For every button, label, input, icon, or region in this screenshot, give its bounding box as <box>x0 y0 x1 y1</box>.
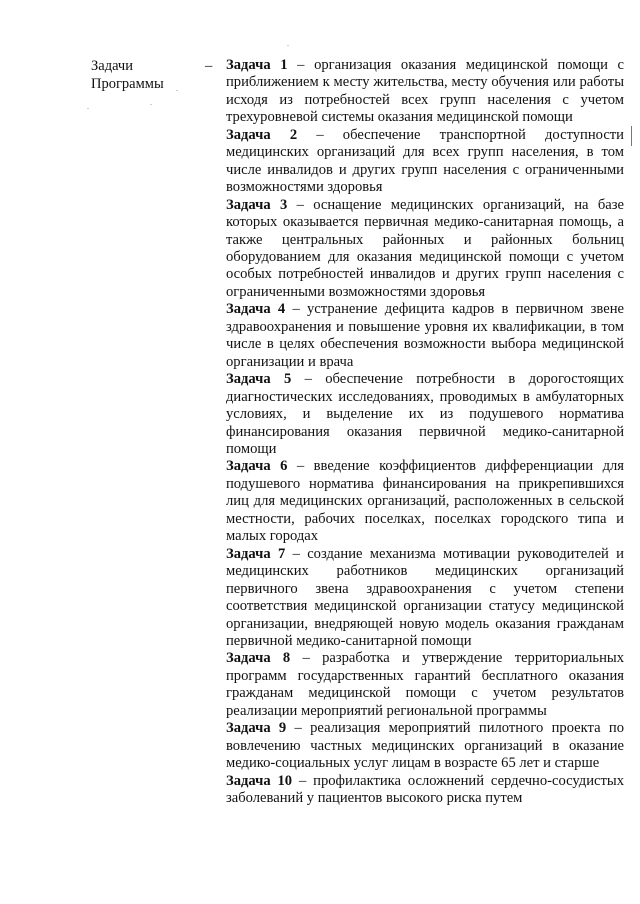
task-item <box>226 127 624 197</box>
task-name: Задача 5 <box>226 371 292 388</box>
task-name: Задача 8 <box>226 650 291 667</box>
task-name: Задача 1 <box>226 57 288 73</box>
scan-speck <box>287 45 289 46</box>
task-item <box>226 301 624 371</box>
task-item <box>226 720 624 772</box>
task-list <box>226 57 624 807</box>
task-text: – реализация мероприятий пилотного проекта по вовлечению частных медицинских организаций в оказание медико-социальных услуг лицам в возрасте 65 лет и старше <box>226 720 624 772</box>
task-item <box>226 57 624 127</box>
task-name: Задача 7 <box>226 545 286 562</box>
task-item <box>226 773 624 808</box>
task-name: Задача 3 <box>226 196 288 213</box>
task-text: – оснащение медицинских организаций, на базе которых оказывается первичная медико-санитарная помощь, а также центральных районных и районных больниц оборудованием для оказания медицинской помощи с учетом особых потребностей инвалидов и других групп населения с ограниченными возможностями здоровья <box>226 196 624 300</box>
task-text: – организация оказания медицинской помощи с приближением к месту жительства, месту обучения или работы исходя из потребностей всех групп населения с учетом трехуровневой системы оказания медицинской помощи <box>226 57 624 126</box>
task-text: – разработка и утверждение территориальных программ государственных гарантий бесплатного оказания гражданам медицинской помощи с учетом результатов реализации мероприятий региональной программы <box>226 650 624 719</box>
task-text: – устранение дефицита кадров в первичном звене здравоохранения и повышение уровня их квалификации, в том числе в целях обеспечения возможности выбора медицинской организации и врача <box>226 301 624 370</box>
scan-speck <box>87 108 89 109</box>
task-name: Задача 9 <box>226 720 287 737</box>
scan-speck <box>150 104 152 105</box>
task-text: – создание механизма мотивации руководителей и медицинских работников медицинских организаций первичного звена здравоохранения с учетом степени соответствия медицинской организации статусу медицинской организации, внедряющей новую модель оказания гражданам первичной медико-санитарной помощи <box>226 545 624 649</box>
task-item <box>226 650 624 720</box>
task-name: Задача 4 <box>226 301 286 318</box>
section-label-text: Задачи Программы <box>91 58 164 92</box>
task-text: – обеспечение транспортной доступности медицинских организаций для всех групп населения, в том числе инвалидов и других групп населения с ограниченными возможностями здоровья <box>226 126 624 196</box>
task-item <box>226 371 624 458</box>
task-name: Задача 6 <box>226 458 288 475</box>
scan-margin-mark <box>631 126 632 146</box>
task-text: – обеспечение потребности в дорогостоящих диагностических исследованиях, проводимых в амбулаторных условиях, и выделение их из подушевого норматива финансирования оказания первичной медико-санитарной помощи <box>226 371 624 457</box>
section-dash: – <box>205 58 213 74</box>
task-item <box>226 546 624 651</box>
task-name: Задача 2 <box>226 126 298 143</box>
task-text: – введение коэффициентов дифференциации для подушевого норматива финансирования на прикрепившихся лиц для медицинских организаций, расположенных в сельской местности, рабочих поселках, поселках городского типа и малых городах <box>226 458 624 545</box>
task-text: – профилактика осложнений сердечно-сосудистых заболеваний у пациентов высокого риска путем <box>226 772 624 807</box>
task-item <box>226 197 624 302</box>
scan-speck <box>176 90 178 91</box>
task-name: Задача 10 <box>226 772 293 789</box>
section-label <box>91 57 201 93</box>
task-item <box>226 458 624 545</box>
